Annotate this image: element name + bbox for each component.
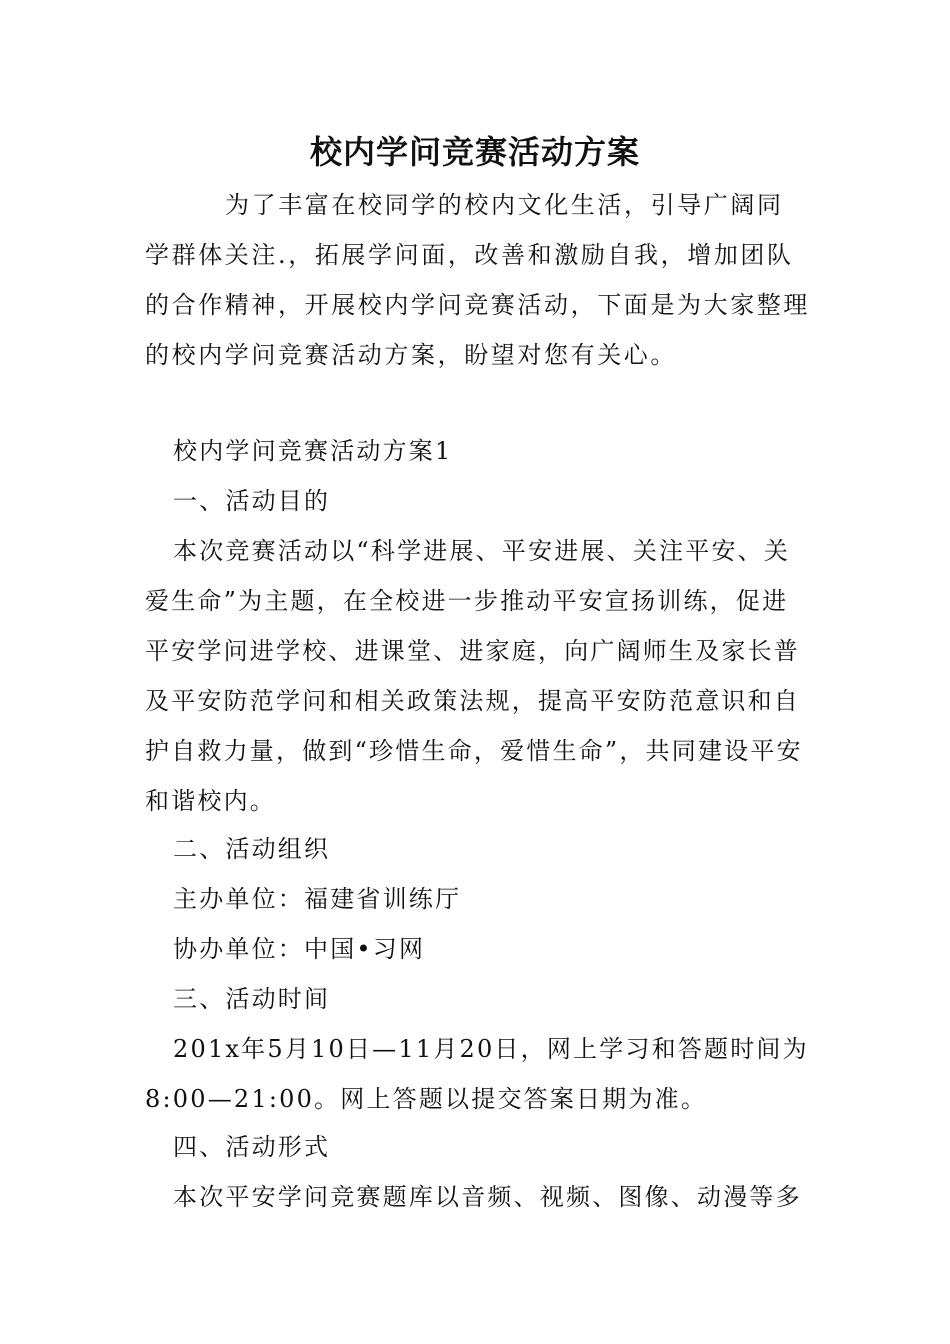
heading-activity-purpose: 一、活动目的	[173, 487, 331, 515]
heading-activity-organization: 二、活动组织	[173, 835, 331, 863]
co-organizer-line: 协办单位：中国•习网	[173, 935, 426, 963]
document-title: 校内学问竞赛活动方案	[309, 133, 640, 171]
section-title: 校内学问竞赛活动方案1	[173, 437, 453, 465]
time-paragraph: 201x年5月10日—11月20日，网上学习和答题时间为8:00—21:00。网上答题以提交答案日期为准。	[145, 1035, 809, 1113]
intro-paragraph: 为了丰富在校同学的校内文化生活，引导广阔同学群体关注.，拓展学问面，改善和激励自我，增加团队的合作精神，开展校内学问竞赛活动，下面是为大家整理的校内学问竞赛活动方案，盼望对您有关心。	[145, 191, 810, 369]
heading-activity-time: 三、活动时间	[173, 985, 331, 1013]
form-paragraph: 本次平安学问竞赛题库以音频、视频、图像、动漫等多	[173, 1183, 802, 1211]
organizer-line: 主办单位：福建省训练厅	[173, 885, 462, 913]
heading-activity-form: 四、活动形式	[173, 1133, 331, 1161]
purpose-paragraph: 本次竞赛活动以“科学进展、平安进展、关注平安、关爱生命”为主题，在全校进一步推动平安宣扬训练，促进平安学问进学校、进课堂、进家庭，向广阔师生及家长普及平安防范学问和相关政策法规，提高平安防范意识和自护自救力量，做到“珍惜生命，爱惜生命”，共同建设平安和谐校内。	[145, 537, 803, 815]
